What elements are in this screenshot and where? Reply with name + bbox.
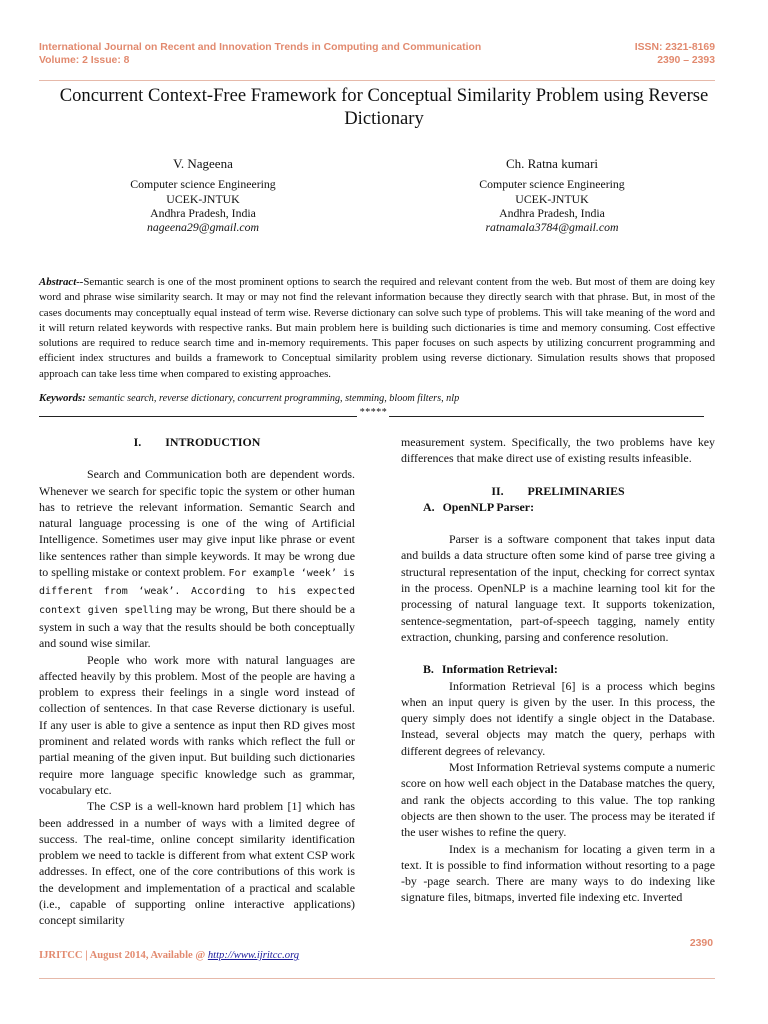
ir-paragraph-2: Most Information Retrieval systems compute a numeric score on how well each object in the Database matches the query, and rank the objects according to this value. The top ranking objects are then shown to the user. The process may be iterated if the user wishes to refine the query. <box>401 760 715 840</box>
journal-issn-block <box>635 42 715 67</box>
abstract-text: Semantic search is one of the most prominent options to search the required and relevant content from the web. But most of them are doing key word and phrase wise similarity search. It may or may not find the relevant information because they directly search with that phrase. But, in most of the cases documents may conceptually equal instead of term wise. Reverse dictionary can solve such type of problems. This will take meaning of the word and it will return related keywords with respective ranks. But main problem here is building such dictionaries is time and memory consuming. Cost effective solutions are required to reduce search time and in-memory requirements. This paper focuses on such aspects by utilizing concurrent programming and efficient index structures and builds a framework to Conceptual similarity problem using reverse dictionary. Simulation results shows that proposed approach can take less time when compared to existing approaches. <box>39 276 715 380</box>
author-name: Ch. Ratna kumari <box>505 156 599 171</box>
author-block-2 <box>422 157 682 234</box>
subsection-heading-opennlp <box>401 499 715 515</box>
section-title: PRELIMINARIES <box>527 483 625 498</box>
journal-pages: 2390 – 2393 <box>657 54 715 66</box>
section-number: I. <box>133 435 142 449</box>
section-number: II. <box>491 483 504 498</box>
separator-rule-right <box>389 416 704 417</box>
author-email[interactable]: ratnamala3784@gmail.com <box>485 220 619 235</box>
section-heading-preliminaries <box>401 483 715 499</box>
subsection-number: A. <box>423 499 435 514</box>
ir-paragraph-1: Information Retrieval [6] is a process which begins when an input query is given by the user. In this process, the query simply does not identify a single object in the Database. Instead, several objects may match the query, perhaps with different degrees of relevancy. <box>401 678 715 758</box>
keywords-text: semantic search, reverse dictionary, concurrent programming, stemming, bloom filters, nlp <box>88 393 460 404</box>
journal-issn: ISSN: 2321-8169 <box>634 42 715 53</box>
author-name: V. Nageena <box>173 156 233 171</box>
footer-label: IJRITCC | August 2014, Available @ <box>39 950 208 961</box>
page-number: 2390 <box>689 938 713 949</box>
header-rule <box>39 80 715 81</box>
separator-mark: ***** <box>359 407 388 418</box>
footer-text <box>39 950 299 961</box>
subsection-number: B. <box>423 662 434 677</box>
author-org: UCEK-JNTUK <box>166 191 240 206</box>
column-left <box>39 434 355 929</box>
subsection-title: Information Retrieval: <box>441 662 558 677</box>
spacer <box>401 645 715 661</box>
intro-paragraph-2: People who work more with natural languages are affected heavily by this problem. Most of the people are having a problem to express their feelings in a single word instead of collection of sentences. In that case Reverse dictionary is useful. If any user is able to give a sentence as input then RD gives most prominent and related words with ranks which reflect the full or partial meaning of the given input. But building such dictionaries require more language specific knowledge such as grammar, vocabulary etc. <box>39 652 355 797</box>
paragraph-text: may be wrong, But there should be a system in such a way that the results should be both conceptually and sound wise similar. <box>39 601 355 651</box>
author-org: UCEK-JNTUK <box>515 191 589 206</box>
ir-paragraph-3: Index is a mechanism for locating a given term in a text. It is possible to find information without resorting to a page -by -page search. There are many ways to do indexing like signature files, bitmaps, inverted file indexing etc. Inverted <box>401 841 715 905</box>
spacer <box>401 467 715 483</box>
footer-link[interactable]: http://www.ijritcc.org <box>207 950 300 961</box>
separator-rule-left <box>39 416 357 417</box>
author-location: Andhra Pradesh, India <box>150 205 256 220</box>
paragraph-example-text: For example ‘week’ is different from ‘weak’. According to his expected context given spelling <box>39 568 355 616</box>
keywords <box>39 391 715 406</box>
author-location: Andhra Pradesh, India <box>499 205 605 220</box>
author-email[interactable]: nageena29@gmail.com <box>146 220 260 235</box>
intro-paragraph-1 <box>39 466 355 651</box>
spacer <box>401 515 715 531</box>
subsection-heading-information-retrieval <box>401 661 715 677</box>
abstract-label: Abstract-- <box>39 276 84 288</box>
paragraph-text: Search and Communication both are dependent words. Whenever we search for specific topic the system or other human has to retrieve the relevant information. Semantic Search and natural language processing is one of the wing of Artificial Intelligence. Sometimes user may give input like phrase or event like sentences rather than simple keywords. It may be wrong due to spelling mistake or context problem. <box>39 467 355 580</box>
footer-rule <box>39 978 715 979</box>
intro-paragraph-3: The CSP is a well-known hard problem [1] which has been addressed in a number of ways with a limited degree of success. The real-time, online concept similarity identification problem we need to tackle is different from what extent CSP work addresses. In effect, one of the core contributions of this work is the development and implementation of a practical and scalable (i.e., capable of supporting online interactive applications) concept similarity <box>39 799 355 928</box>
abstract <box>39 275 715 382</box>
author-dept: Computer science Engineering <box>479 177 625 192</box>
author-block-1 <box>73 157 333 234</box>
intro-paragraph-3-continued: measurement system. Specifically, the two problems have key differences that make direct use of existing results infeasible. <box>401 435 715 466</box>
keywords-label: Keywords: <box>39 392 86 404</box>
subsection-title: OpenNLP Parser: <box>442 499 535 514</box>
author-dept: Computer science Engineering <box>130 177 276 192</box>
journal-volume: Volume: 2 Issue: 8 <box>39 54 130 66</box>
column-right <box>401 434 715 906</box>
journal-header <box>39 42 481 67</box>
opennlp-paragraph: Parser is a software component that takes input data and builds a data structure often some kind of parse tree giving a structural representation of the input, checking for correct syntax in the process. OpenNLP is a machine learning tool kit for the processing of natural language text. It supports tokenization, sentence-segmentation, part-of-speech tagging, namely entity extraction, chunking, parsing and conference resolution. <box>401 532 715 644</box>
section-heading-introduction <box>39 434 355 450</box>
section-title: INTRODUCTION <box>165 435 261 449</box>
journal-name: International Journal on Recent and Innovation Trends in Computing and Communication <box>39 42 482 53</box>
paper-title: Concurrent Context-Free Framework for Conceptual Similarity Problem using Reverse Dictionary <box>59 85 709 129</box>
